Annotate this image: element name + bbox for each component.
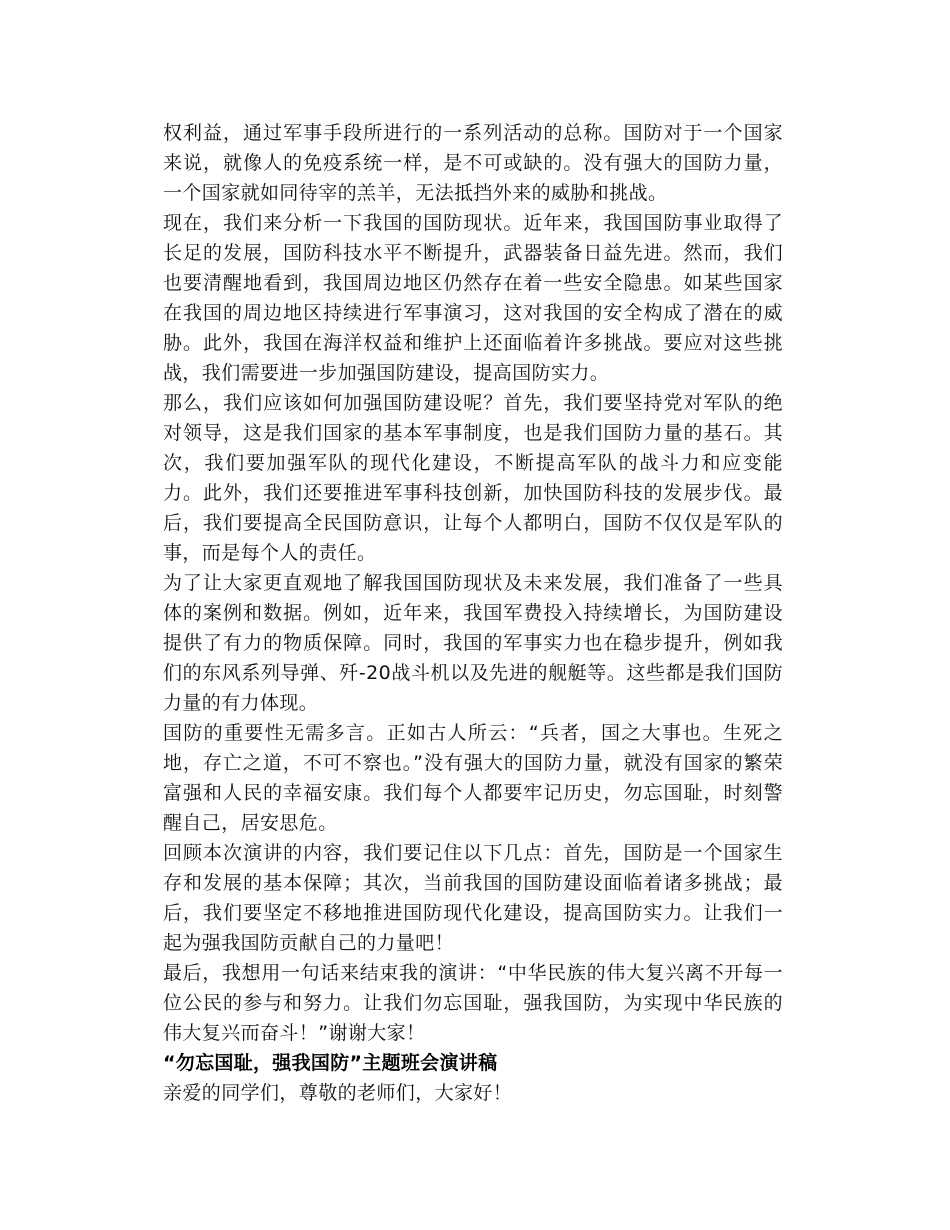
paragraph-importance: 国防的重要性无需多言。正如古人所云：“兵者，国之大事也。生死之地，存亡之道，不可不察也。”没有强大的国防力量，就没有国家的繁荣富强和人民的幸福安康。我们每个人都要牢记历史，勿忘国耻，时刻警醒自己，居安思危。 (163, 722, 783, 834)
speech-title: “勿忘国耻，强我国防”主题班会演讲稿 (163, 1052, 498, 1074)
paragraph-strengthen-defense: 那么，我们应该如何加强国防建设呢？首先，我们要坚持党对军队的绝对领导，这是我们国家的基本军事制度，也是我们国防力量的基石。其次，我们要加强军队的现代化建设，不断提高军队的战斗力和应变能力。此外，我们还要推进军事科技创新，加快国防科技的发展步伐。最后，我们要提高全民国防意识，让每个人都明白，国防不仅仅是军队的事，而是每个人的责任。 (163, 392, 783, 564)
paragraph-cases-and-data: 为了让大家更直观地了解我国国防现状及未来发展，我们准备了一些具体的案例和数据。例如，近年来，我国军费投入持续增长，为国防建设提供了有力的物质保障。同时，我国的军事实力也在稳步提升，例如我们的东风系列导弹、歼-20战斗机以及先进的舰艇等。这些都是我们国防力量的有力体现。 (163, 572, 783, 714)
greeting-line: 亲爱的同学们，尊敬的老师们，大家好！ (163, 1082, 513, 1104)
document-page (163, 118, 783, 1108)
paragraph-review: 回顾本次演讲的内容，我们要记住以下几点：首先，国防是一个国家生存和发展的基本保障；其次，当前我国的国防建设面临着诸多挑战；最后，我们要坚定不移地推进国防现代化建设，提高国防实力。让我们一起为强我国防贡献自己的力量吧！ (163, 842, 783, 954)
paragraph-defense-definition: 权利益，通过军事手段所进行的一系列活动的总称。国防对于一个国家来说，就像人的免疫系统一样，是不可或缺的。没有强大的国防力量，一个国家就如同待宰的羔羊，无法抵挡外来的威胁和挑战。 (163, 122, 783, 204)
paragraph-closing: 最后，我想用一句话来结束我的演讲：“中华民族的伟大复兴离不开每一位公民的参与和努力。让我们勿忘国耻，强我国防，为实现中华民族的伟大复兴而奋斗！”谢谢大家！ (163, 962, 783, 1044)
paragraph-defense-status: 现在，我们来分析一下我国的国防现状。近年来，我国国防事业取得了长足的发展，国防科技水平不断提升，武器装备日益先进。然而，我们也要清醒地看到，我国周边地区仍然存在着一些安全隐患。如某些国家在我国的周边地区持续进行军事演习，这对我国的安全构成了潜在的威胁。此外，我国在海洋权益和维护上还面临着许多挑战。要应对这些挑战，我们需要进一步加强国防建设，提高国防实力。 (163, 212, 783, 384)
